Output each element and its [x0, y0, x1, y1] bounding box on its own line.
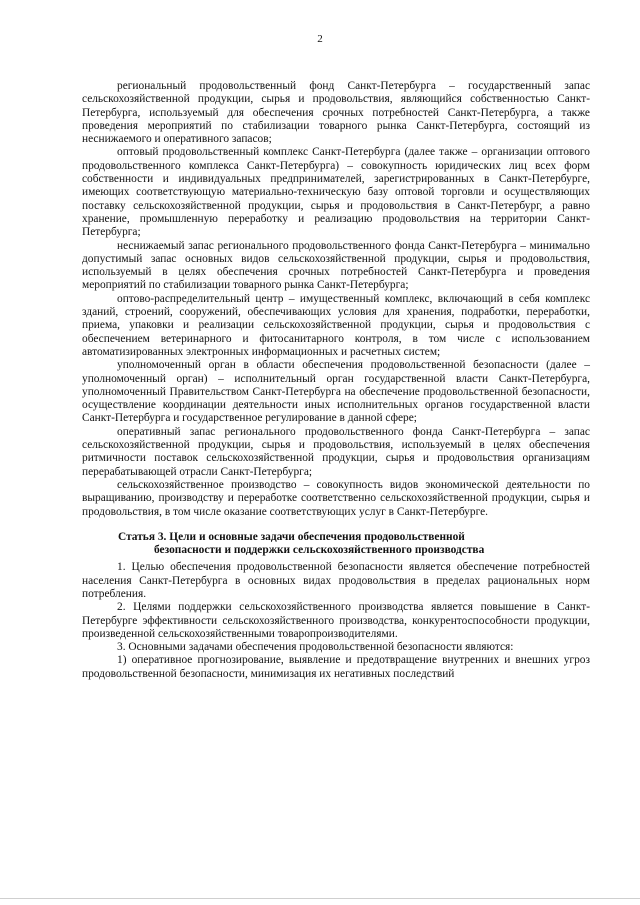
- document-body: [82, 80, 590, 681]
- definition-authorized-body: уполномоченный орган в области обеспечения продовольственной безопасности (далее – уполномоченный орган) – исполнительный орган государственной власти Санкт-Петербурга, уполномоченный Правительством Санкт-Петербурга на обеспечение продовольственной безопасности, осуществление координации деятельности иных исполнительных органов государственной власти Санкт-Петербурга и государственное регулирование в данной сфере;: [82, 359, 590, 425]
- article-3-heading: [82, 531, 590, 558]
- article-3-clause-1: 1. Целью обеспечения продовольственной безопасности является обеспечение потребностей населения Санкт-Петербурга в основных видах продовольствия в пределах рациональных норм потребления.: [82, 561, 590, 600]
- article-3-task-1: 1) оперативное прогнозирование, выявление и предотвращение внутренних и внешних угроз продовольственной безопасности, минимизация их негативных последствий: [82, 654, 590, 680]
- definition-operational-reserve: оперативный запас регионального продовольственного фонда Санкт-Петербурга – запас сельскохозяйственной продукции, сырья и продовольствия, используемый в целях обеспечения ритмичности поставок сельскохозяйственной продукции, сырья и продовольствия организациям перерабатывающей отрасли Санкт-Петербурга;: [82, 425, 590, 478]
- page-bottom-edge: [0, 898, 640, 899]
- definition-irreducible-reserve: неснижаемый запас регионального продовольственного фонда Санкт-Петербурга – минимально допустимый запас основных видов сельскохозяйственной продукции, сырья и продовольствия, используемый в целях обеспечения срочных потребностей Санкт-Петербурга и проведения мероприятий по стабилизации товарного рынка Санкт-Петербурга;: [82, 239, 590, 292]
- article-heading-line-2: безопасности и поддержки сельскохозяйственного производства: [154, 544, 485, 557]
- definition-wholesale-food-complex: оптовый продовольственный комплекс Санкт-Петербурга (далее также – организации оптового продовольственного комплекса Санкт-Петербурга) – совокупность юридических лиц всех форм собственности и индивидуальных предпринимателей, зарегистрированных в Санкт-Петербурге, имеющих соответствующую материально-техническую базу оптовой торговли и осуществляющих поставку сельскохозяйственной продукции, сырья и продовольствия в Санкт-Петербург, а равно хранение, промышленную переработку и реализацию продовольствия на территории Санкт-Петербурга;: [82, 146, 590, 239]
- article-heading-line-1: Статья 3. Цели и основные задачи обеспечения продовольственной: [118, 530, 465, 543]
- article-3-clause-2: 2. Целями поддержки сельскохозяйственного производства является повышение в Санкт-Петербурге эффективности сельскохозяйственного производства, конкурентоспособности продукции, произведенной сельскохозяйственными товаропроизводителями.: [82, 601, 590, 640]
- article-3-clause-3: 3. Основными задачами обеспечения продовольственной безопасности являются:: [117, 641, 514, 654]
- definition-agricultural-production: сельскохозяйственное производство – совокупность видов экономической деятельности по выращиванию, производству и переработке соответственно сельскохозяйственной продукции, сырья и продовольствия, в том числе оказание соответствующих услуг в Санкт-Петербурге.: [82, 478, 590, 518]
- definition-regional-food-fund: региональный продовольственный фонд Санкт-Петербурга – государственный запас сельскохозяйственной продукции, сырья и продовольствия, являющийся собственностью Санкт-Петербурга, используемый для обеспечения срочных потребностей Санкт-Петербурга, а также проведения мероприятий по стабилизации товарного рынка Санкт-Петербурга, состоящий из неснижаемого и оперативного запасов;: [82, 80, 590, 146]
- page-number: 2: [317, 33, 323, 45]
- definition-wholesale-distribution-center: оптово-распределительный центр – имущественный комплекс, включающий в себя комплекс зданий, строений, сооружений, обеспечивающих условия для хранения, подработки, переработки, приема, упаковки и реализации сельскохозяйственной продукции, сырья и продовольствия с обеспечением ветеринарного и фитосанитарного контроля, в том числе с использованием автоматизированных электронных информационных и расчетных систем;: [82, 292, 590, 358]
